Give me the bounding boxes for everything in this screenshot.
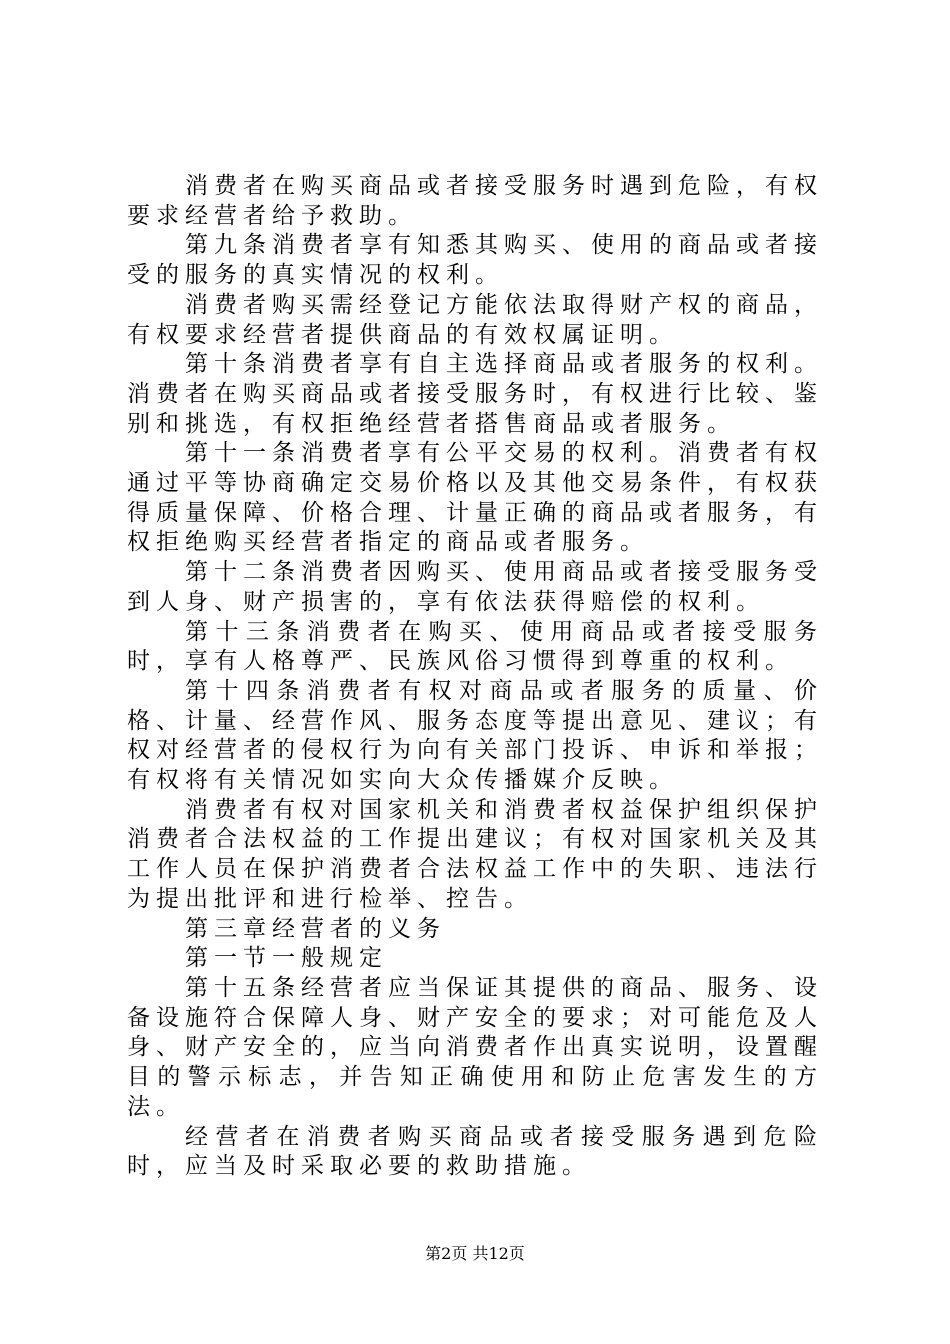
paragraph: 第十四条消费者有权对商品或者服务的质量、价格、计量、经营作风、服务态度等提出意见、建议；有权对经营者的侵权行为向有关部门投诉、申诉和举报；有权将有关情况如实向大众传播媒介反映。 xyxy=(127,677,823,794)
page-number-footer: 第2页 共12页 xyxy=(425,1244,525,1263)
paragraph: 消费者购买需经登记方能依法取得财产权的商品，有权要求经营者提供商品的有效权属证明。 xyxy=(127,291,823,348)
paragraph: 第十三条消费者在购买、使用商品或者接受服务时，享有人格尊严、民族风俗习惯得到尊重的权利。 xyxy=(127,618,823,675)
paragraph: 消费者在购买商品或者接受服务时遇到危险，有权要求经营者给予救助。 xyxy=(127,173,823,229)
paragraph: 第十五条经营者应当保证其提供的商品、服务、设备设施符合保障人身、财产安全的要求；对可能危及人身、财产安全的，应当向消费者作出真实说明，设置醒目的警示标志，并告知正确使用和防止危害发生的方法。 xyxy=(127,974,823,1120)
paragraph: 消费者有权对国家机关和消费者权益保护组织保护消费者合法权益的工作提出建议；有权对国家机关及其工作人员在保护消费者合法权益工作中的失职、违法行为提出批评和进行检举、控告。 xyxy=(127,796,823,912)
section-heading: 第一节一般规定 xyxy=(185,945,388,972)
paragraph: 第九条消费者享有知悉其购买、使用的商品或者接受的服务的真实情况的权利。 xyxy=(127,232,823,289)
document-body xyxy=(127,172,823,1182)
chapter-heading: 第三章经营者的义务 xyxy=(185,915,446,942)
paragraph: 第十条消费者享有自主选择商品或者服务的权利。消费者在购买商品或者接受服务时，有权进行比较、鉴别和挑选，有权拒绝经营者搭售商品或者服务。 xyxy=(127,351,823,437)
paragraph: 第十一条消费者享有公平交易的权利。消费者有权通过平等协商确定交易价格以及其他交易条件，有权获得质量保障、价格合理、计量正确的商品或者服务，有权拒绝购买经营者指定的商品或者服务。 xyxy=(127,440,823,556)
paragraph: 第十二条消费者因购买、使用商品或者接受服务受到人身、财产损害的，享有依法获得赔偿的权利。 xyxy=(127,559,823,615)
paragraph: 经营者在消费者购买商品或者接受服务遇到危险时，应当及时采取必要的救助措施。 xyxy=(127,1123,823,1180)
